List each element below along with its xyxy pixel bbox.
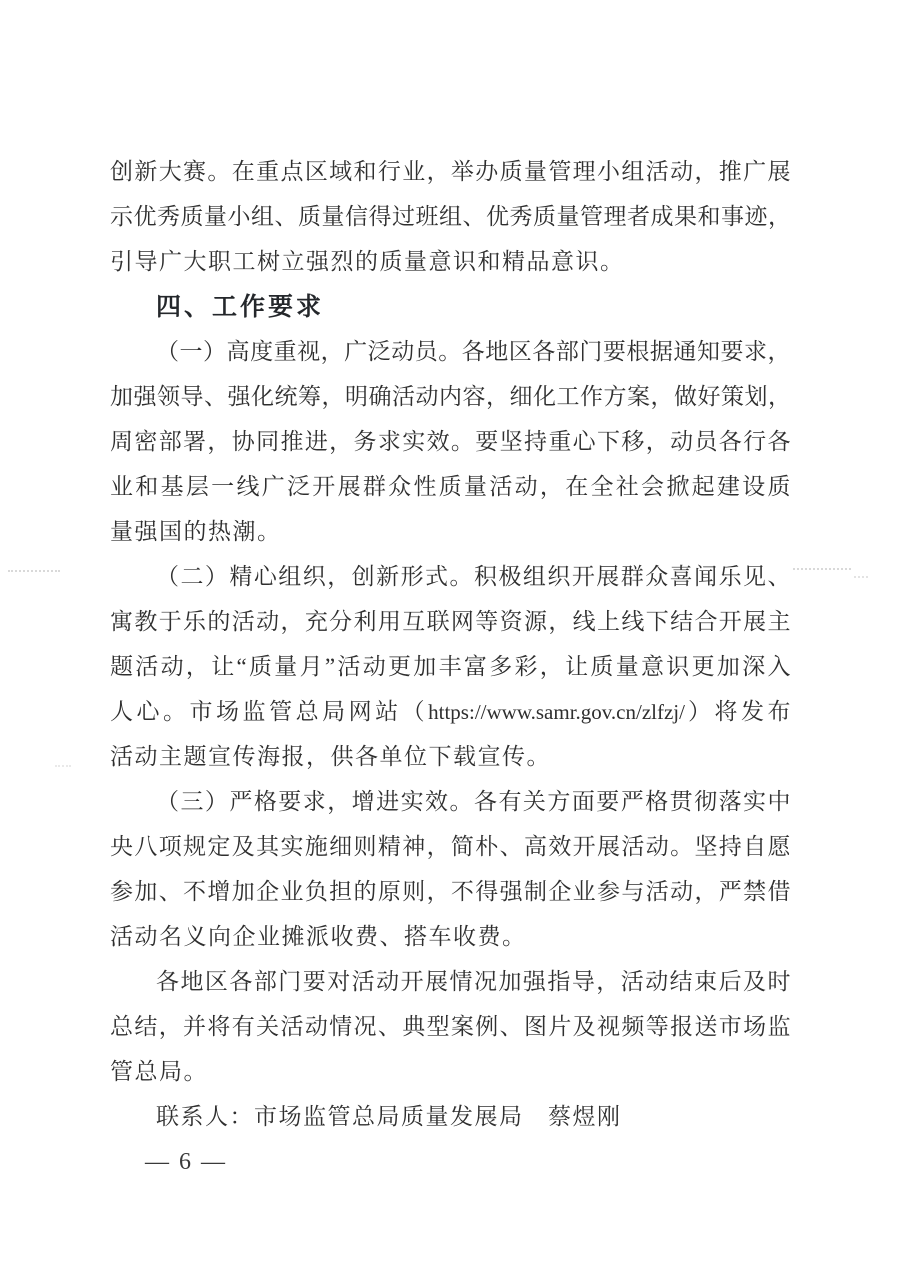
scan-artifact	[793, 568, 851, 570]
scan-artifact	[8, 570, 60, 572]
doc-line: 引导广大职工树立强烈的质量意识和精品意识。	[110, 249, 625, 274]
doc-line: 各地区各部门要对活动开展情况加强指导，活动结束后及时	[156, 969, 791, 994]
doc-line: 活动主题宣传海报，供各单位下载宣传。	[110, 744, 551, 769]
doc-line: （三）严格要求，增进实效。各有关方面要严格贯彻落实中	[156, 789, 791, 814]
doc-line: 创新大赛。在重点区域和行业，举办质量管理小组活动，推广展	[110, 159, 791, 184]
doc-line: 管总局。	[110, 1059, 208, 1084]
doc-line: 活动名义向企业摊派收费、搭车收费。	[110, 924, 527, 949]
doc-line: 加强领导、强化统筹，明确活动内容，细化工作方案，做好策划，	[110, 384, 792, 409]
contact-line: 联系人：市场监管总局质量发展局 蔡煜刚	[156, 1104, 622, 1129]
doc-line: 题活动，让“质量月”活动更加丰富多彩，让质量意识更加深入	[110, 654, 791, 679]
doc-line: 央八项规定及其实施细则精神，简朴、高效开展活动。坚持自愿	[110, 834, 791, 859]
doc-line: 示优秀质量小组、质量信得过班组、优秀质量管理者成果和事迹，	[110, 204, 792, 229]
doc-line-with-url	[110, 689, 791, 734]
doc-line: 寓教于乐的活动，充分利用互联网等资源，线上线下结合开展主	[110, 609, 791, 634]
doc-line: 参加、不增加企业负担的原则，不得强制企业参与活动，严禁借	[110, 879, 791, 904]
url-line-prefix: 人心。市场监管总局网站（	[110, 699, 429, 724]
doc-line: 总结，并将有关活动情况、典型案例、图片及视频等报送市场监	[110, 1014, 791, 1039]
scan-artifact	[55, 765, 71, 767]
website-url: https://www.samr.gov.cn/zlfzj/	[428, 700, 685, 724]
doc-line: （一）高度重视，广泛动员。各地区各部门要根据通知要求，	[156, 339, 791, 364]
doc-line: 周密部署，协同推进，务求实效。要坚持重心下移，动员各行各	[110, 429, 791, 454]
section-heading: 四、工作要求	[156, 292, 325, 321]
document-body	[110, 149, 791, 1139]
doc-line: 量强国的热潮。	[110, 519, 282, 544]
doc-line: （二）精心组织，创新形式。积极组织开展群众喜闻乐见、	[156, 564, 791, 589]
doc-line: 业和基层一线广泛开展群众性质量活动，在全社会掀起建设质	[110, 474, 791, 499]
scan-artifact	[854, 576, 868, 578]
page-number: — 6 —	[145, 1149, 227, 1175]
url-line-suffix: ）将发布	[684, 699, 792, 724]
